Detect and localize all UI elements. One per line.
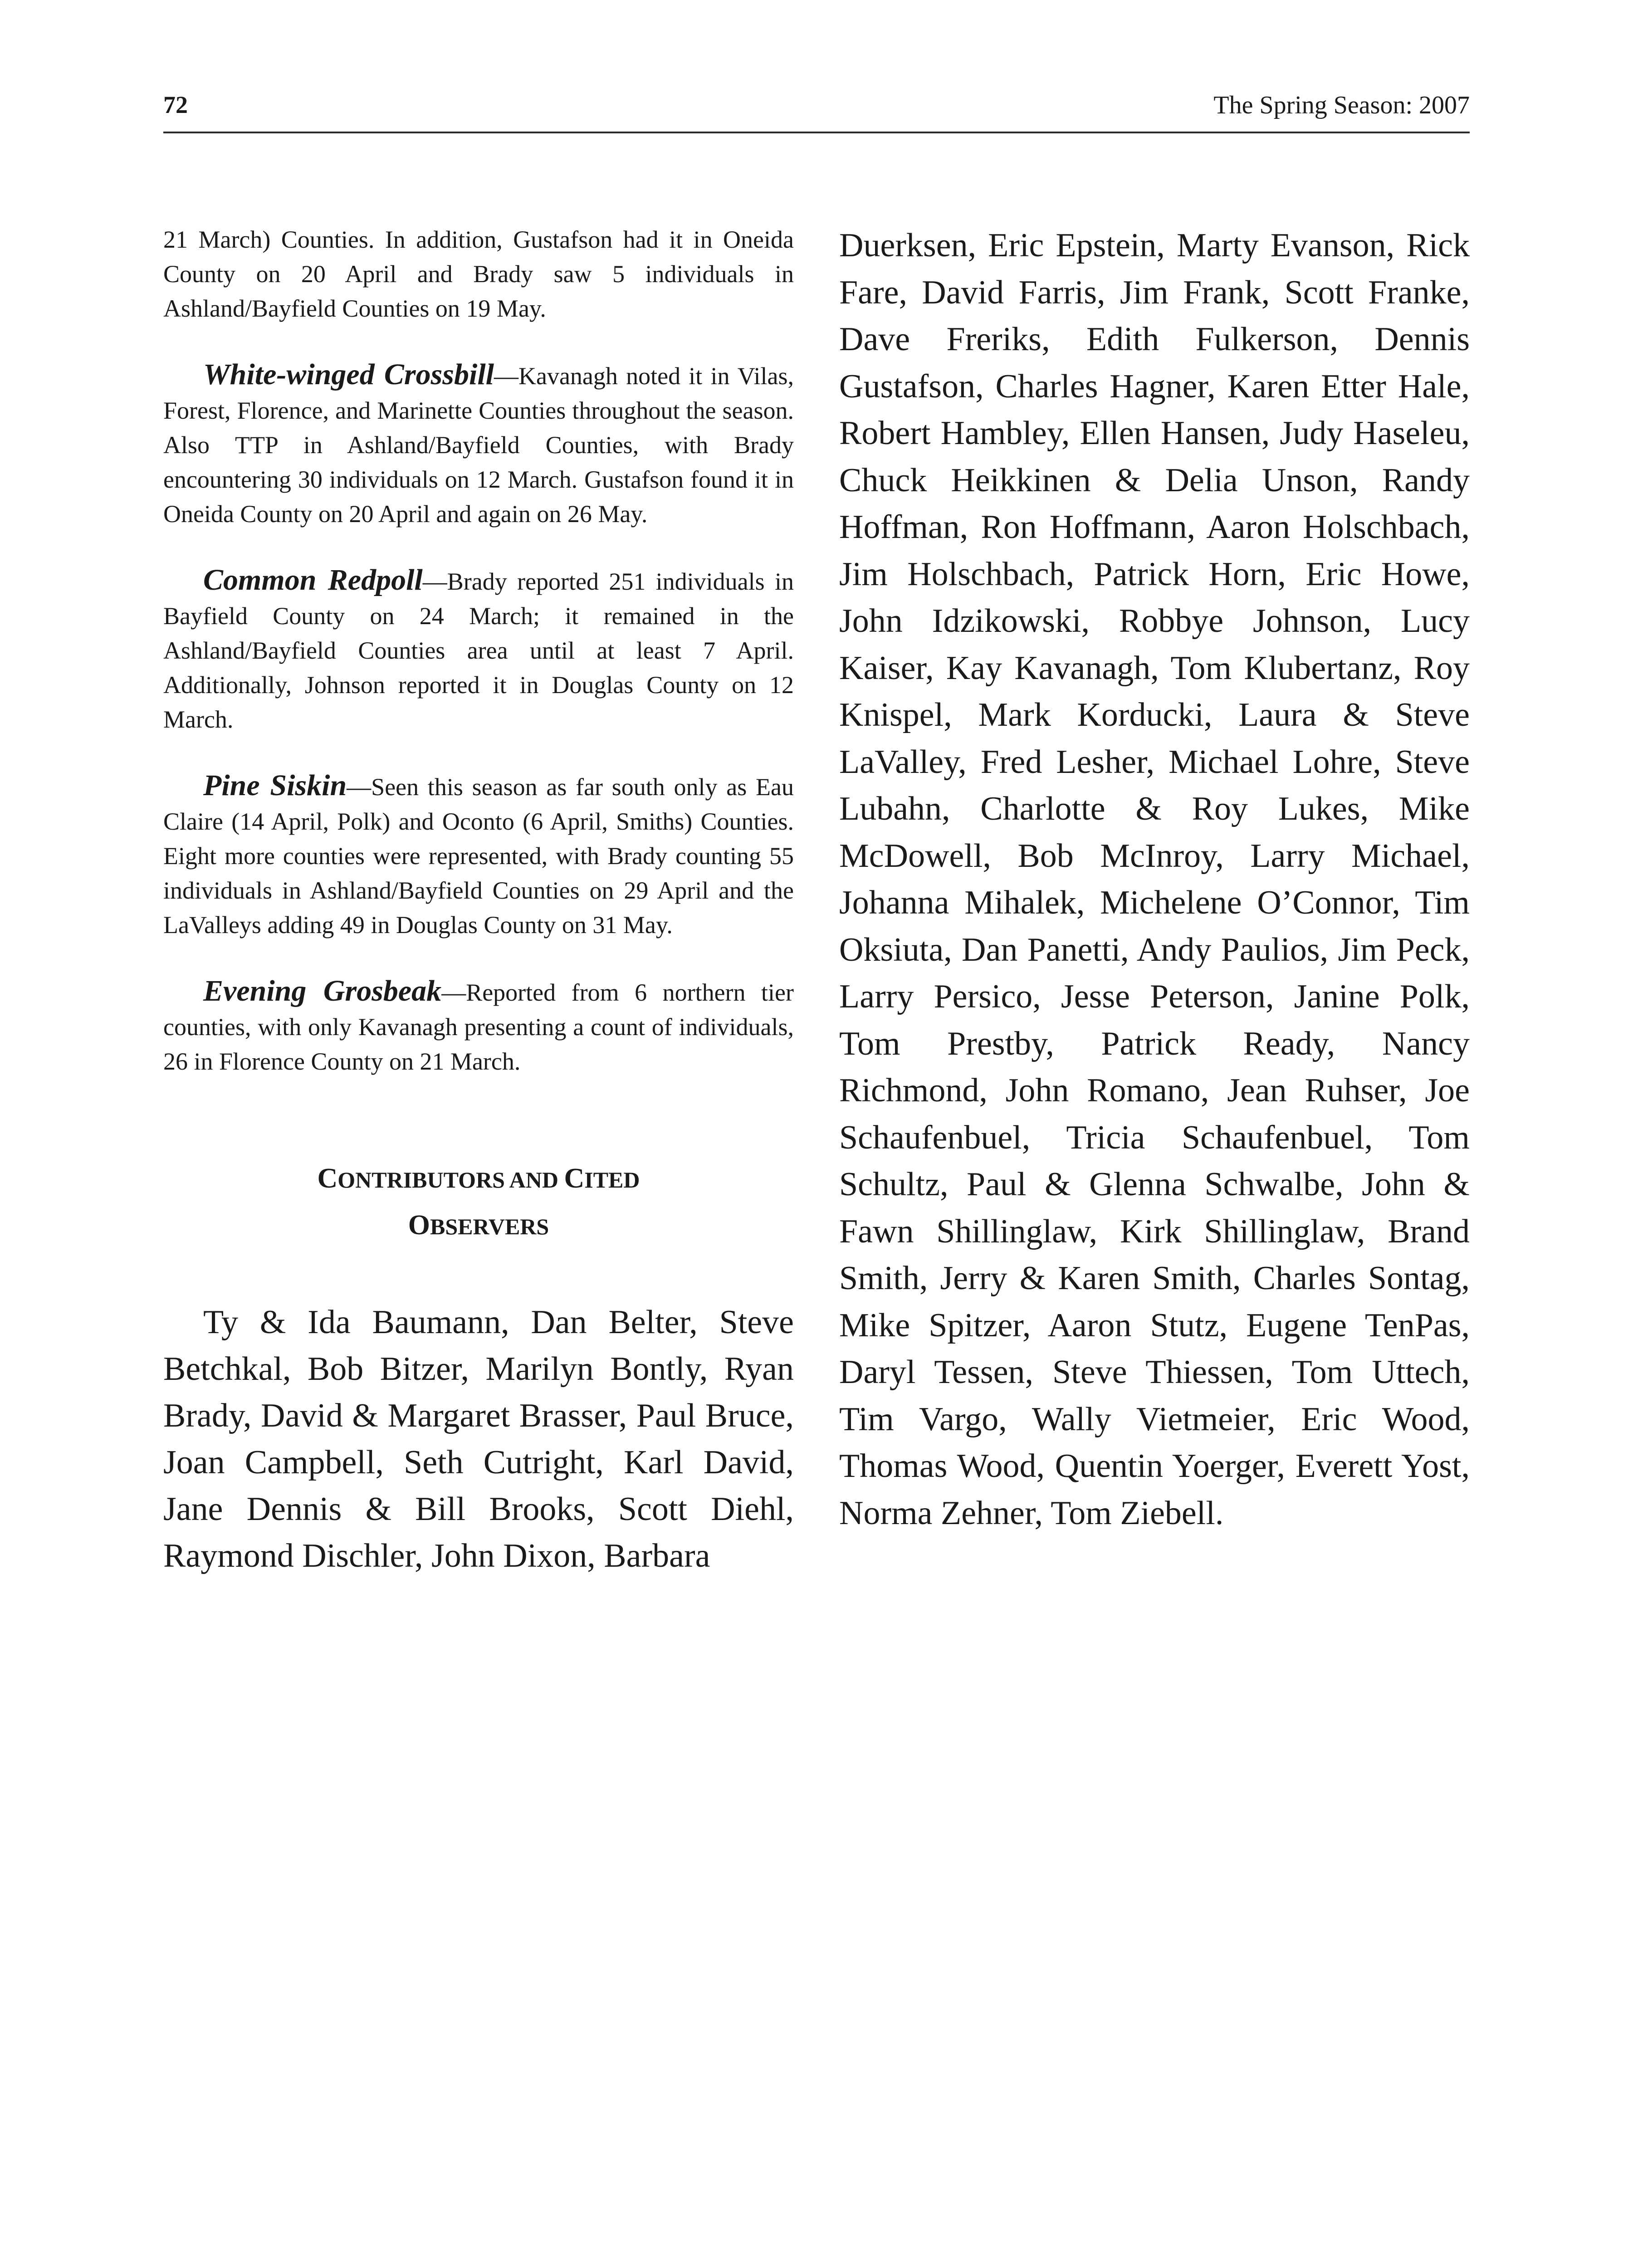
species-text: —Brady reported 251 individuals in Bayfield County on 24 March; it remained in the Ashland/Bayfield Counties area until at least 7 April. Additionally, Johnson reported it in Douglas County on 12 March. xyxy=(163,568,794,733)
continuation-paragraph: 21 March) Counties. In addition, Gustafson had it in Oneida County on 20 April and Brady saw 5 individuals in Ashland/Bayfield Counties on 19 May. xyxy=(163,226,794,322)
species-entry xyxy=(163,563,794,737)
species-name: Common Redpoll xyxy=(203,563,423,596)
right-column xyxy=(839,222,1470,1537)
species-name: Evening Grosbeak xyxy=(203,974,442,1007)
species-text: —Seen this season as far south only as Eau Claire (14 April, Polk) and Oconto (6 April, Smiths) Counties. Eight more counties were represented, with Brady counting 55 individuals in Ashland/Bayfield Counties on 29 April and the LaValleys adding 49 in Douglas County on 31 May. xyxy=(163,773,794,938)
section-heading-line-1: CONTRIBUTORS AND CITED xyxy=(317,1163,640,1194)
species-name: Pine Siskin xyxy=(203,769,347,802)
page-number: 72 xyxy=(163,91,188,118)
species-text: —Reported from 6 northern tier counties, with only Kavanagh presenting a count of individuals, 26 in Florence County on 21 March. xyxy=(163,979,794,1075)
contributors-list-start: Ty & Ida Baumann, Dan Belter, Steve Betchkal, Bob Bitzer, Marilyn Bontly, Ryan Brady, David & Margaret Brasser, Paul Bruce, Joan Campbell, Seth Cutright, Karl David, Jane Dennis & Bill Brooks, Scott Diehl, Raymond Dischler, John Dixon, Barbara xyxy=(163,1304,794,1574)
species-name: White-winged Crossbill xyxy=(203,358,494,391)
left-column xyxy=(163,222,794,1579)
section-heading-line-2: OBSERVERS xyxy=(408,1210,549,1241)
species-entry xyxy=(163,357,794,531)
species-entry xyxy=(163,768,794,942)
contributors-list-continued: Duerksen, Eric Epstein, Marty Evanson, Rick Fare, David Farris, Jim Frank, Scott Franke, Dave Freriks, Edith Fulkerson, Dennis Gustafson, Charles Hagner, Karen Etter Hale, Robert Hambley, Ellen Hansen, Judy Haseleu, Chuck Heikkinen & Delia Unson, Randy Hoffman, Ron Hoffmann, Aaron Holschbach, Jim Holschbach, Patrick Horn, Eric Howe, John Idzikowski, Robbye Johnson, Lucy Kaiser, Kay Kavanagh, Tom Klubertanz, Roy Knispel, Mark Korducki, Laura & Steve LaValley, Fred Lesher, Michael Lohre, Steve Lubahn, Charlotte & Roy Lukes, Mike McDowell, Bob McInroy, Larry Michael, Johanna Mihalek, Michelene O’Connor, Tim Oksiuta, Dan Panetti, Andy Paulios, Jim Peck, Larry Persico, Jesse Peterson, Janine Polk, Tom Prestby, Patrick Ready, Nancy Richmond, John Romano, Jean Ruhser, Joe Schaufenbuel, Tricia Schaufenbuel, Tom Schultz, Paul & Glenna Schwalbe, John & Fawn Shillinglaw, Kirk Shillinglaw, Brand Smith, Jerry & Karen Smith, Charles Sontag, Mike Spitzer, Aaron Stutz, Eugene TenPas, Daryl Tessen, Steve Thiessen, Tom Uttech, Tim Vargo, Wally Vietmeier, Eric Wood, Thomas Wood, Quentin Yoerger, Everett Yost, Norma Zehner, Tom Ziebell. xyxy=(839,227,1470,1532)
species-text: —Kavanagh noted it in Vilas, Forest, Florence, and Marinette Counties throughout the season. Also TTP in Ashland/Bayfield Counties, with Brady encountering 30 individuals on 12 March. Gustafson found it in Oneida County on 20 April and again on 26 May. xyxy=(163,362,794,528)
page-header xyxy=(163,86,1470,133)
running-title: The Spring Season: 2007 xyxy=(1213,91,1470,119)
species-entry xyxy=(163,974,794,1079)
section-heading xyxy=(163,1156,794,1249)
